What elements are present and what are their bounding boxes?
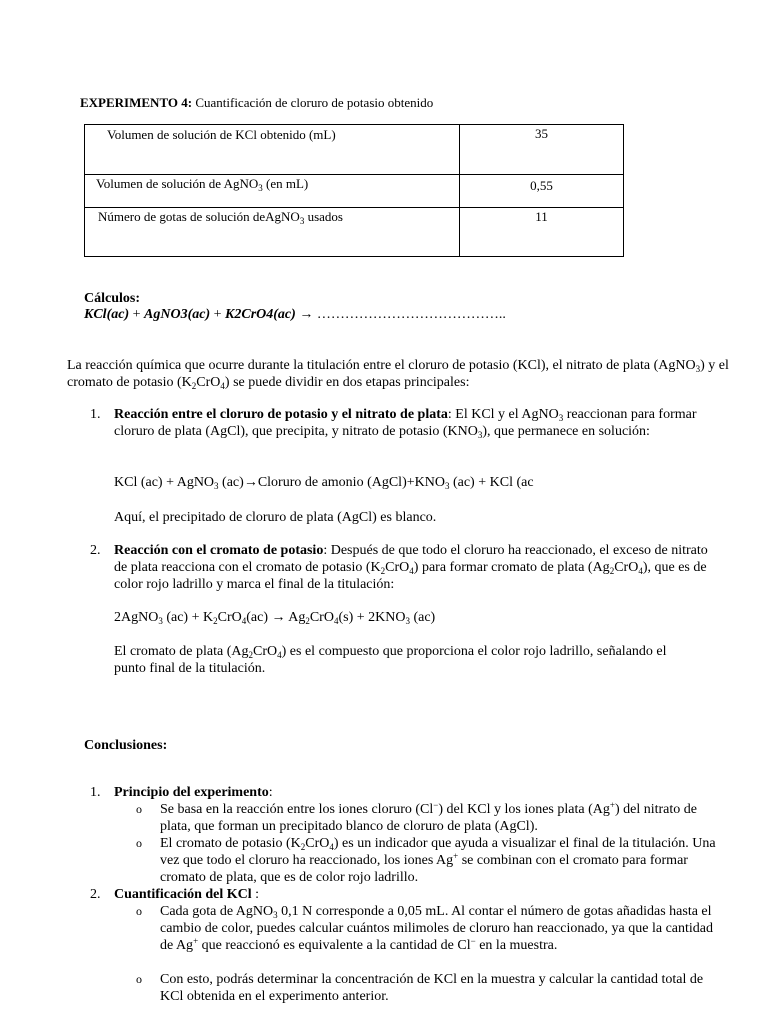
list-number: 1. (90, 407, 101, 422)
eq-term-kcl: KCl(ac) (84, 307, 130, 322)
bullet-icon: o (136, 972, 142, 986)
intro-paragraph: La reacción química que ocurre durante la titulación entre el cloruro de potasio (KCl), el nitrato de plata (AgNO$_3$) y el cromato de potasio $(K_2CrO_4)$ se puede dividir en dos etapas principales: (67, 358, 729, 391)
step-1-text: Reacción entre el cloruro de potasio y el nitrato de plata: El KCl y el AgNO$_3$ reaccionan para formar cloruro de plata (AgCl), que precipita, y nitrato de potasio $(KNO_3)$, que permanece en solución: (114, 407, 697, 440)
row-value: 35 (535, 126, 548, 141)
bullet-text: Con esto, podrás determinar la concentración de KCl en la muestra y calcular la cantidad total de KCl obtenida en el experimento anterior. (160, 972, 704, 1004)
table-cell-value (460, 208, 624, 257)
bullet-text: Cada gota de AgNO$_3$ 0,1 N corresponde a 0,05 mL. Al contar el número de gotas añadidas hasta el cambio de color, puedes calcular cuántos milimoles de cloruro han reaccionado, ya que la cantidad de Ag+ que reaccionó es equivalente a la cantidad de Cl− en la muestra. (160, 904, 713, 953)
row-label: Volumen de solución de KCl obtenido (mL) (107, 127, 336, 142)
bullet-text: Se basa en la reacción entre los iones cloruro (Cl−) del KCl y los iones plata (Ag+) del nitrato de plata, que forman un precipitado blanco de cloruro de plata (AgCl). (160, 800, 697, 834)
table-row (85, 175, 624, 208)
table-cell-label (85, 125, 460, 175)
list-number: 1. (90, 785, 101, 800)
table-cell-value (460, 125, 624, 175)
step-2-text: Reacción con el cromato de potasio: Después de que todo el cloruro ha reaccionado, el exceso de nitrato de plata reacciona con el cromato de potasio $(K_2CrO_4)$ para formar cromato de plata $(Ag_2CrO_4)$, que es de color rojo ladrillo y marca el final de la titulación: (114, 543, 708, 592)
step-2-heading: Reacción con el cromato de potasio (114, 543, 324, 558)
experiment-title (80, 94, 433, 111)
row-label (85, 208, 459, 225)
conclusion-1-heading: Principio del experimento (114, 785, 269, 800)
results-table (84, 124, 624, 257)
bullet-text: El cromato de potasio $(K_2CrO_4)$ es un indicador que ayuda a visualizar el final de la titulación. Una vez que todo el cloruro ha reaccionado, los iones Ag+ se combinan con el cromato para formar cromato de plata, que es de color rojo ladrillo. (160, 836, 716, 885)
table-cell-label (85, 208, 460, 257)
eq-plus: + (129, 307, 145, 322)
conclusion-1-heading-line: Principio del experimento: (114, 785, 273, 800)
step-1-equation: KCl (ac) + AgNO$_3$ (ac)→Cloruro de amonio $(AgCl)+KNO_3$ (ac) + KCl (ac (114, 475, 534, 491)
row-label-main: Número de gotas de solución deAgNO (98, 209, 300, 224)
conclusiones-heading: Conclusiones: (84, 738, 168, 753)
experiment-label: EXPERIMENTO 4: (80, 95, 193, 110)
arrow-icon: → (295, 307, 317, 322)
row-label-sub: 3 (299, 216, 305, 226)
row-label-sub: 3 (258, 183, 263, 193)
row-label-tail: (en mL) (262, 176, 309, 191)
step-1-heading: Reacción entre el cloruro de potasio y el nitrato de plata (114, 407, 448, 422)
eq-plus: + (210, 307, 226, 322)
eq-term-k2cro4: K2CrO4(ac) (225, 307, 296, 322)
table-cell-value (460, 175, 624, 208)
bullet-icon: o (136, 904, 142, 918)
list-number: 2. (90, 543, 101, 558)
bullet-icon: o (136, 802, 142, 816)
step-2-note: El cromato de plata $(Ag_2CrO_4)$ es el compuesto que proporciona el color rojo ladrillo, señalando el punto final de la titulación. (114, 644, 667, 676)
row-label (85, 175, 459, 192)
calculos-equation (84, 306, 506, 323)
step-2-equation: 2AgNO$_3$ $(ac) + K_2CrO_4(ac) \to Ag_2CrO_4(s) + 2KNO_3$ (ac) (114, 610, 436, 626)
experiment-title-text: Cuantificación de cloruro de potasio obtenido (195, 95, 434, 110)
row-value: 0,55 (530, 178, 553, 193)
row-value: 11 (535, 209, 548, 224)
row-label-main: Volumen de solución de AgNO (96, 176, 259, 191)
table-row (85, 125, 624, 175)
arrow-icon: → (243, 475, 258, 490)
conclusion-2-heading: Cuantificación del KCl (114, 887, 252, 902)
step-1-note: Aquí, el precipitado de cloruro de plata (AgCl) es blanco. (114, 510, 437, 525)
row-label-tail: usados (304, 209, 343, 224)
conclusion-2-heading-line: Cuantificación del KCl : (114, 887, 260, 902)
table-row (85, 208, 624, 257)
bullet-icon: o (136, 836, 142, 850)
table-cell-label (85, 175, 460, 208)
list-number: 2. (90, 887, 101, 902)
eq-dots: ………………………………….. (316, 307, 506, 322)
calculos-heading: Cálculos: (84, 291, 140, 306)
arrow-icon: → (271, 610, 286, 625)
eq-term-agno3: AgNO3(ac) (144, 307, 211, 322)
